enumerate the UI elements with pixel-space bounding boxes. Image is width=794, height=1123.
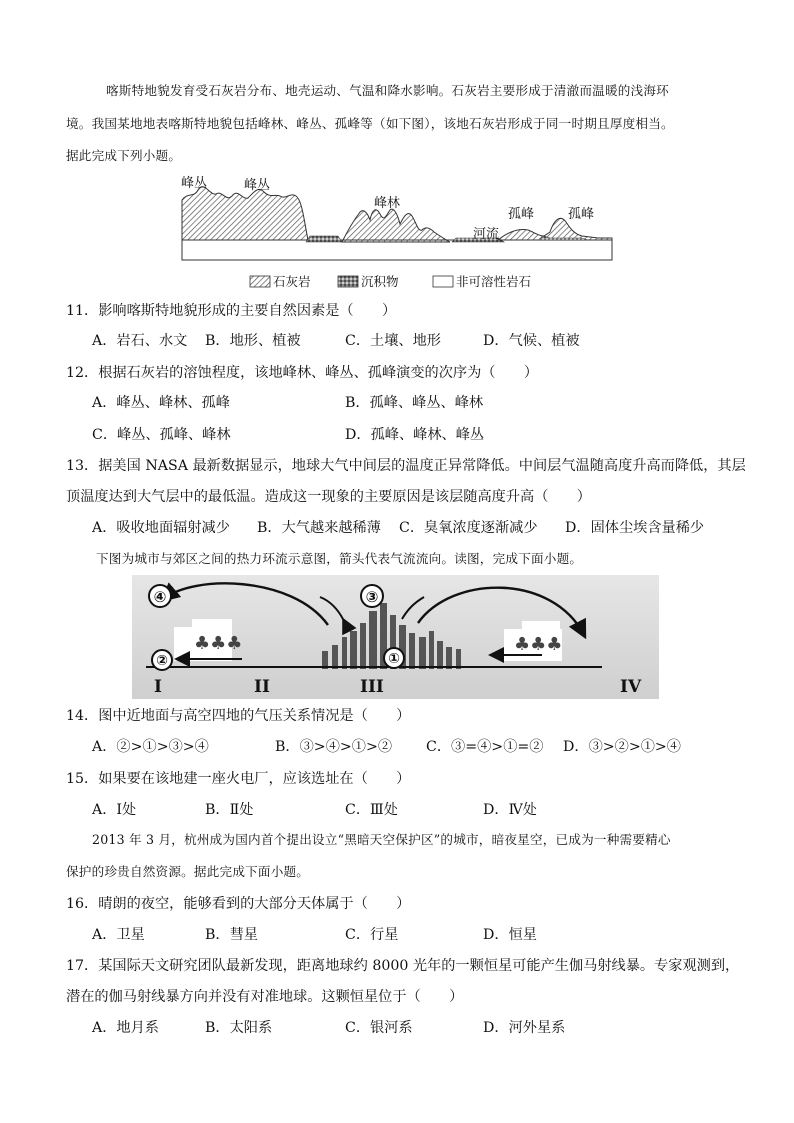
- sediment-left: [306, 236, 342, 242]
- q11-option-a[interactable]: A．岩石、水文: [92, 333, 188, 349]
- point-1-label: ①: [388, 651, 400, 667]
- legend-insoluble: 非可溶性岩石: [456, 274, 532, 289]
- q13-option-b[interactable]: B．大气越来越稀薄: [257, 520, 381, 536]
- q12-stem: 12．根据石灰岩的溶蚀程度，该地峰林、峰丛、孤峰演变的次序为（ ）: [66, 365, 539, 381]
- intro1-line2: 境。我国某地地表喀斯特地貌包括峰林、峰丛、孤峰等（如下图），该地石灰岩形成于同一时期且厚度相当。: [66, 116, 674, 131]
- q13-option-c[interactable]: C．臭氧浓度逐渐减少: [399, 520, 538, 536]
- location-III: III: [360, 677, 384, 697]
- q11-option-c[interactable]: C．土壤、地形: [345, 333, 441, 349]
- intro3-line1: 2013 年 3 月，杭州成为国内首个提出设立“黑暗天空保护区”的城市，暗夜星空，已成为一种需要精心: [92, 832, 671, 847]
- label-gufeng-2: 孤峰: [568, 207, 595, 222]
- q16-option-c[interactable]: C．行星: [345, 927, 399, 943]
- heat-circulation-figure: [132, 575, 659, 699]
- q16-stem: 16．晴朗的夜空，能够看到的大部分天体属于（ ）: [66, 896, 411, 912]
- intro2: 下图为城市与郊区之间的热力环流示意图，箭头代表气流流向。读图，完成下面小题。: [96, 551, 583, 566]
- q13-stem-line2: 顶温度达到大气层中的最低温。造成这一现象的主要原因是该层随高度升高（ ）: [66, 489, 591, 505]
- q15-option-b[interactable]: B．Ⅱ处: [205, 802, 254, 818]
- insoluble-rock-base: [182, 240, 612, 260]
- q15-option-c[interactable]: C．Ⅲ处: [345, 802, 398, 818]
- intro1-line3: 据此完成下列小题。: [66, 148, 182, 163]
- q17-stem-line2: 潜在的伽马射线暴方向并没有对准地球。这颗恒星位于（ ）: [66, 989, 464, 1005]
- label-fengcong-1: 峰丛: [181, 176, 208, 191]
- q11-option-d[interactable]: D．气候、植被: [483, 333, 580, 349]
- location-IV: IV: [620, 677, 642, 697]
- q12-option-c[interactable]: C．峰丛、孤峰、峰林: [92, 427, 231, 443]
- q12-option-d[interactable]: D．孤峰、峰林、峰丛: [345, 427, 485, 443]
- q15-stem: 15．如果要在该地建一座火电厂，应该选址在（ ）: [66, 771, 411, 787]
- q16-option-d[interactable]: D．恒星: [483, 927, 537, 943]
- label-fengcong-2: 峰丛: [244, 178, 271, 193]
- q15-option-a[interactable]: A．Ⅰ处: [92, 802, 137, 818]
- q13-option-a[interactable]: A．吸收地面辐射减少: [92, 520, 230, 536]
- intro3-line2: 保护的珍贵自然资源。据此完成下面小题。: [66, 864, 310, 879]
- intro1-line1: 喀斯特地貌发育受石灰岩分布、地壳运动、气温和降水影响。石灰岩主要形成于清澈而温暖的浅海环: [106, 83, 669, 98]
- point-4-label: ④: [153, 588, 167, 606]
- q17-option-b[interactable]: B．太阳系: [205, 1020, 273, 1036]
- q12-option-a[interactable]: A．峰丛、峰林、孤峰: [92, 395, 230, 411]
- q15-option-d[interactable]: D．Ⅳ处: [483, 802, 537, 818]
- location-II: II: [254, 677, 270, 697]
- q11-option-b[interactable]: B．地形、植被: [205, 333, 301, 349]
- legend-limestone-swatch: [250, 276, 270, 287]
- svg-text:♣♣♣: ♣♣♣: [194, 633, 243, 654]
- label-gufeng-1: 孤峰: [508, 207, 535, 222]
- location-I: I: [154, 677, 162, 697]
- point-2-label: ②: [156, 653, 168, 669]
- q12-option-b[interactable]: B．孤峰、峰丛、峰林: [345, 395, 484, 411]
- q17-stem-line1: 17．某国际天文研究团队最新发现，距离地球约 8000 光年的一颗恒星可能产生伽马射线暴。专家观测到，: [66, 958, 740, 974]
- legend-limestone: 石灰岩: [273, 274, 311, 289]
- q11-stem: 11．影响喀斯特地貌形成的主要自然因素是（ ）: [66, 303, 397, 319]
- fenglin-limestone: [342, 209, 450, 242]
- label-fenglin: 峰林: [374, 196, 401, 211]
- fengcong-limestone: [182, 187, 308, 240]
- q14-option-b[interactable]: B．③>④>①>②: [275, 739, 393, 755]
- legend-sediment: 沉积物: [361, 274, 399, 289]
- q16-option-a[interactable]: A．卫星: [92, 927, 145, 943]
- q13-option-d[interactable]: D．固体尘埃含量稀少: [565, 520, 705, 536]
- point-3-label: ③: [365, 588, 379, 606]
- q14-option-c[interactable]: C．③=④>①=②: [426, 739, 544, 755]
- q14-option-d[interactable]: D．③>②>①>④: [563, 739, 681, 755]
- q17-option-d[interactable]: D．河外星系: [483, 1020, 566, 1036]
- q17-option-c[interactable]: C．银河系: [345, 1020, 413, 1036]
- q14-option-a[interactable]: A．②>①>③>④: [92, 739, 209, 755]
- karst-landform-figure: [178, 170, 618, 292]
- q17-option-a[interactable]: A．地月系: [92, 1020, 159, 1036]
- legend-sediment-swatch: [338, 276, 358, 287]
- q13-stem-line1: 13．据美国 NASA 最新数据显示，地球大气中间层的温度正异常降低。中间层气温随高度升高而降低，其层: [66, 458, 746, 474]
- q16-option-b[interactable]: B．彗星: [205, 927, 258, 943]
- label-heliu: 河流: [473, 227, 500, 242]
- legend-insoluble-swatch: [433, 276, 453, 287]
- q14-stem: 14．图中近地面与高空四地的气压关系情况是（ ）: [66, 708, 411, 724]
- svg-text:♣♣♣: ♣♣♣: [514, 634, 563, 655]
